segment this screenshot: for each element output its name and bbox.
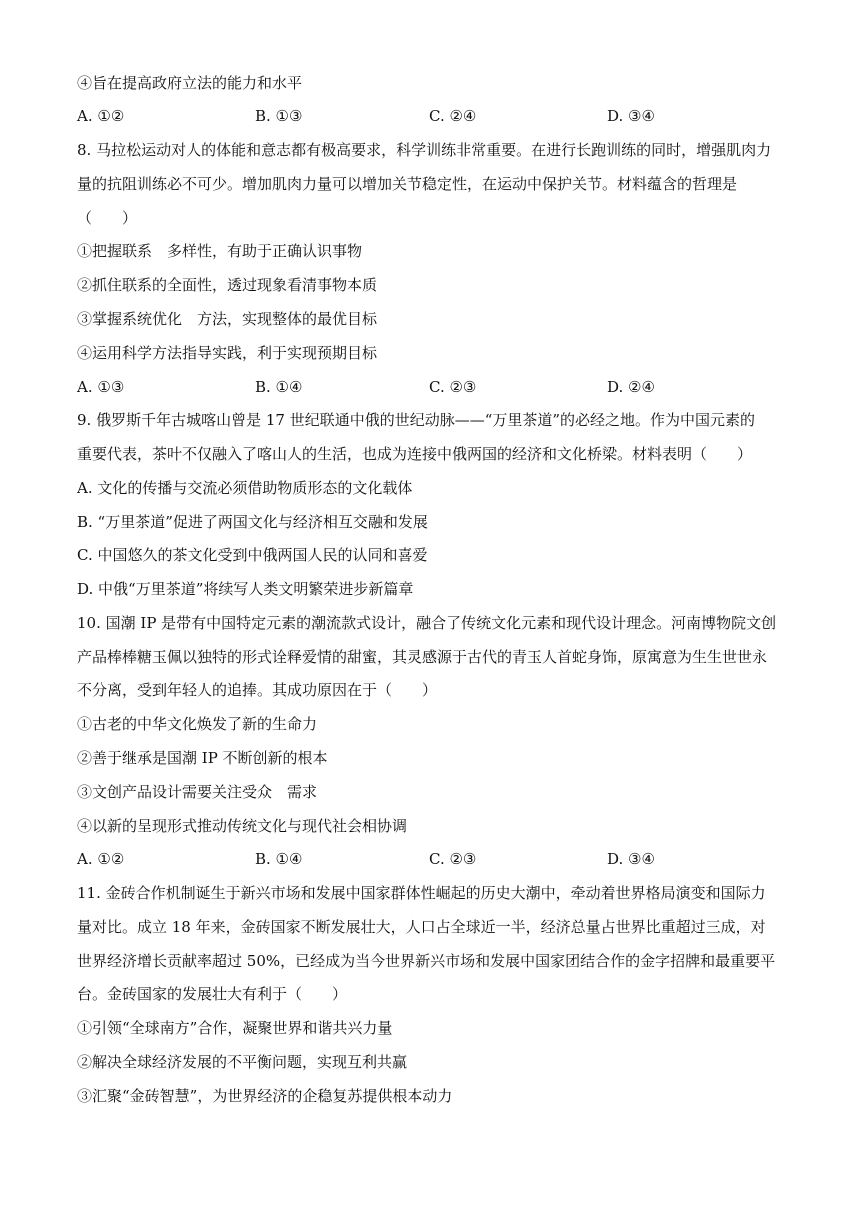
q8-stem-line-2: 量的抗阻训练必不可少。增加肌肉力量可以增加关节稳定性，在运动中保护关节。材料蕴含的哲理是	[77, 175, 738, 193]
q10-stem-line-3: 不分离，受到年轻人的追捧。其成功原因在于（ ）	[77, 681, 438, 699]
option-b: B. ①④	[255, 850, 303, 868]
q10-stem-line-2: 产品棒棒糖玉佩以独特的形式诠释爱情的甜蜜，其灵感源于古代的青玉人首蛇身饰，原寓意为生生世世永	[77, 648, 768, 666]
q10-statement-4: ④以新的呈现形式推动传统文化与现代社会相协调	[77, 817, 408, 835]
q7-option-line-4: ④旨在提高政府立法的能力和水平	[77, 74, 303, 92]
q8-stem-line-1: 8. 马拉松运动对人的体能和意志都有极高要求，科学训练非常重要。在进行长跑训练的同时，增强肌肉力	[77, 141, 772, 159]
q11-stem-line-3: 世界经济增长贡献率超过 50%，已经成为当今世界新兴市场和发展中国家团结合作的金字招牌和最重要平	[77, 952, 776, 970]
q11-statement-1: ①引领“全球南方”合作，凝聚世界和谐共兴力量	[77, 1019, 393, 1037]
q10-statement-3: ③文创产品设计需要关注受众 需求	[77, 783, 318, 801]
q9-stem-line-1: 9. 俄罗斯千年古城喀山曾是 17 世纪联通中俄的世纪动脉——“万里茶道”的必经之地。作为中国元素的	[77, 411, 756, 429]
q9-option-a: A. 文化的传播与交流必须借助物质形态的文化载体	[77, 479, 413, 497]
q9-option-b: B. “万里茶道”促进了两国文化与经济相互交融和发展	[77, 513, 428, 531]
q11-statement-3: ③汇聚“金砖智慧”，为世界经济的企稳复苏提供根本动力	[77, 1087, 453, 1105]
option-c: C. ②④	[429, 107, 477, 125]
q8-statement-1: ①把握联系 多样性，有助于正确认识事物	[77, 242, 363, 260]
q8-statement-2: ②抓住联系的全面性，透过现象看清事物本质	[77, 276, 378, 294]
q7-answer-options	[77, 106, 797, 126]
q9-option-c: C. 中国悠久的茶文化受到中俄两国人民的认同和喜爱	[77, 546, 428, 564]
q11-stem-line-2: 量对比。成立 18 年来，金砖国家不断发展壮大，人口占全球近一半，经济总量占世界比重超过三成，对	[77, 918, 766, 936]
option-a: A. ①②	[77, 850, 125, 868]
option-d: D. ②④	[607, 378, 655, 396]
option-a: A. ①③	[77, 378, 125, 396]
option-c: C. ②③	[429, 378, 477, 396]
q10-statement-2: ②善于继承是国潮 IP 不断创新的根本	[77, 749, 328, 767]
option-a: A. ①②	[77, 107, 125, 125]
q9-stem-line-2: 重要代表，茶叶不仅融入了喀山人的生活，也成为连接中俄两国的经济和文化桥梁。材料表明（ ）	[77, 445, 753, 463]
q10-answer-options	[77, 849, 797, 869]
option-d: D. ③④	[607, 107, 655, 125]
q11-stem-line-4: 台。金砖国家的发展壮大有利于（ ）	[77, 985, 348, 1003]
q10-statement-1: ①古老的中华文化焕发了新的生命力	[77, 715, 318, 733]
option-b: B. ①③	[255, 107, 303, 125]
option-d: D. ③④	[607, 850, 655, 868]
q8-statement-3: ③掌握系统优化 方法，实现整体的最优目标	[77, 310, 378, 328]
q9-option-d: D. 中俄“万里茶道”将续写人类文明繁荣进步新篇章	[77, 580, 414, 598]
q8-answer-bracket: （ ）	[77, 209, 138, 227]
option-c: C. ②③	[429, 850, 477, 868]
q8-statement-4: ④运用科学方法指导实践，利于实现预期目标	[77, 344, 378, 362]
q8-answer-options	[77, 377, 797, 397]
q10-stem-line-1: 10. 国潮 IP 是带有中国特定元素的潮流款式设计，融合了传统文化元素和现代设计理念。河南博物院文创	[77, 614, 777, 632]
q11-stem-line-1: 11. 金砖合作机制诞生于新兴市场和发展中国家群体性崛起的历史大潮中，牵动着世界格局演变和国际力	[77, 884, 766, 902]
option-b: B. ①④	[255, 378, 303, 396]
q11-statement-2: ②解决全球经济发展的不平衡问题，实现互利共赢	[77, 1053, 408, 1071]
